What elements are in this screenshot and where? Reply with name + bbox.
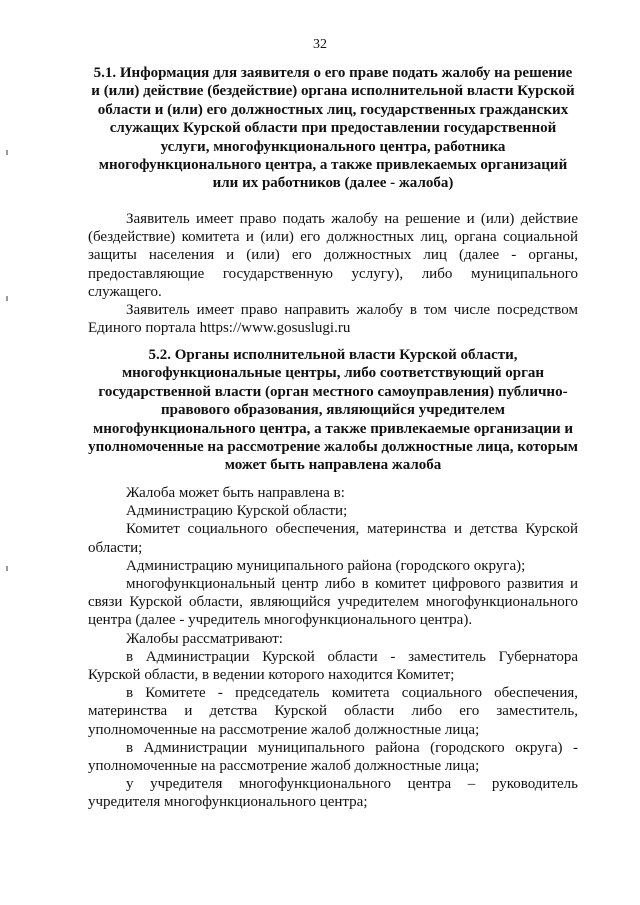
section-heading-5-2: 5.2. Органы исполнительной власти Курской области, многофункциональные центры, либо соответствующий орган государственной власти (орган местного самоуправления) публично-правового образования, являющийся учредителем многофункционального центра, а также привлекаемые организации и уполномоченные на рассмотрение жалобы должностные лица, которым может быть направлена жалоба <box>88 347 578 474</box>
paragraph: в Комитете - председатель комитета социального обеспечения, материнства и детства Курской области либо его заместитель, уполномоченные на рассмотрение жалоб должностные лица; <box>88 685 578 738</box>
scan-margin-mark <box>6 150 8 155</box>
paragraph: многофункциональный центр либо в комитет цифрового развития и связи Курской области, являющийся учредителем многофункционального центра (далее - учредитель многофункционального центра). <box>88 576 578 629</box>
paragraph: Комитет социального обеспечения, материнства и детства Курской области; <box>88 521 578 556</box>
paragraph: Жалобы рассматривают: <box>126 630 283 647</box>
paragraph: в Администрации Курской области - заместитель Губернатора Курской области, в ведении которого находится Комитет; <box>88 648 578 684</box>
section-heading-5-1: 5.1. Информация для заявителя о его праве подать жалобу на решение и (или) действие (бездействие) органа исполнительной власти Курской области и (или) его должностных лиц, государственных гражданских служащих Курской области при предоставлении государственной услуги, многофункционального центра, работника многофункционального центра, а также привлекаемых организаций или их работников (далее - жалоба) <box>91 65 575 192</box>
paragraph: Администрацию муниципального района (городского округа); <box>126 557 526 574</box>
scan-margin-mark <box>6 296 8 301</box>
paragraph: у учредителя многофункционального центра – руководитель учредителя многофункционального центра; <box>88 776 578 811</box>
paragraph: в Администрации муниципального района (городского округа) - уполномоченные на рассмотрение жалоб должностные лица; <box>88 739 578 775</box>
section-body-5-1 <box>88 210 578 337</box>
paragraph: Заявитель имеет право направить жалобу в том числе посредством Единого портала https://www.gosuslugi.ru <box>88 302 578 337</box>
paragraph: Администрацию Курской области; <box>126 503 348 520</box>
paragraph: Жалоба может быть направлена в: <box>126 485 345 501</box>
section-body-5-2 <box>88 484 578 812</box>
paragraph: Заявитель имеет право подать жалобу на решение и (или) действие (бездействие) комитета и (или) его должностных лиц, органа социальной защиты населения и (или) его должностных лиц (далее - органы, предоставляющие государственную услугу), либо муниципального служащего. <box>88 211 578 300</box>
page-number: 32 <box>313 37 327 52</box>
scan-margin-mark <box>6 566 8 571</box>
